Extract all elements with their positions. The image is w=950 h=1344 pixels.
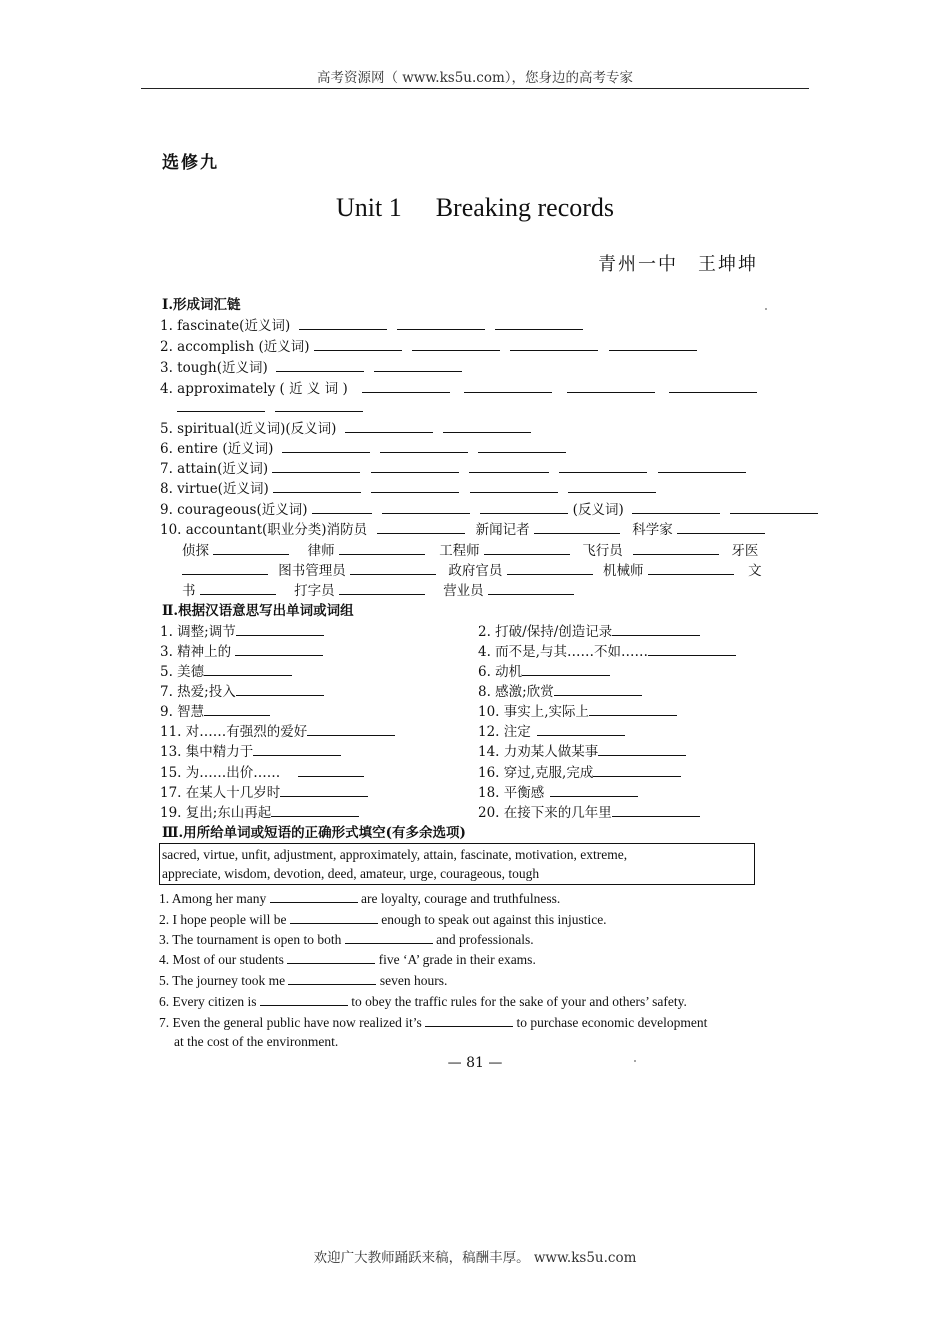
answer-blank [425, 1014, 513, 1027]
answer-blank [648, 643, 736, 656]
answer-blank [288, 972, 376, 985]
part2-item: 8. 感激;欣赏 [478, 680, 642, 700]
part1-item-8: 8. virtue(近义词) [160, 477, 656, 497]
answer-blank [633, 542, 719, 555]
part2-item: 2. 打破/保持/创造记录 [478, 620, 700, 640]
answer-blank [507, 562, 593, 575]
answer-blank [480, 501, 568, 514]
part1-item-10-row4: 书 打字员 营业员 [182, 579, 574, 599]
part2-item: 20. 在接下来的几年里 [478, 801, 700, 821]
part1-item-4-cont [177, 399, 363, 416]
answer-blank [182, 562, 268, 575]
answer-blank [632, 501, 720, 514]
answer-blank [522, 663, 610, 676]
answer-blank [235, 643, 323, 656]
answer-blank [669, 380, 757, 393]
answer-blank [371, 460, 459, 473]
answer-blank [568, 480, 656, 493]
answer-blank [273, 480, 361, 493]
answer-blank [275, 399, 363, 412]
part2-item: 15. 为……出价…… [160, 761, 364, 781]
author-school: 青州一中 [598, 254, 678, 275]
answer-blank [253, 743, 341, 756]
part1-item-10-row3: 图书管理员 政府官员 机械师 文 [182, 559, 762, 579]
sentence-3: 3. The tournament is open to both and professionals. [159, 932, 534, 947]
page-footer: 欢迎广大教师踊跃来稿，稿酬丰厚。 www.ks5u.com [313, 1250, 637, 1266]
answer-blank [730, 501, 818, 514]
part1-item-2: 2. accomplish (近义词) [160, 335, 697, 355]
part2-item: 17. 在某人十几岁时 [160, 781, 368, 801]
answer-blank [345, 931, 433, 944]
answer-blank [478, 440, 566, 453]
answer-blank [314, 338, 402, 351]
part2-item: 19. 复出;东山再起 [160, 801, 359, 821]
answer-blank [204, 663, 292, 676]
answer-blank [236, 683, 324, 696]
answer-blank [609, 338, 697, 351]
answer-blank [469, 460, 549, 473]
answer-blank [380, 440, 468, 453]
word-bank-box [159, 843, 755, 885]
answer-blank [484, 542, 570, 555]
part2-item: 6. 动机 [478, 660, 610, 680]
answer-blank [312, 501, 372, 514]
part3-heading: Ⅲ.用所给单词或短语的正确形式填空(有多余选项) [162, 825, 466, 841]
answer-blank [282, 440, 370, 453]
part2-item: 13. 集中精力于 [160, 740, 341, 760]
part2-item: 10. 事实上,实际上 [478, 700, 677, 720]
answer-blank [339, 582, 425, 595]
part1-item-7: 7. attain(近义词) [160, 457, 746, 477]
sentence-7: 7. Even the general public have now realized it’s to purchase economic development [159, 1015, 708, 1030]
answer-blank [593, 764, 681, 777]
answer-blank [276, 359, 364, 372]
part1-item-10: 10. accountant(职业分类)消防员 新闻记者 科学家 [160, 518, 765, 538]
answer-blank [382, 501, 470, 514]
author-line [598, 250, 758, 276]
answer-blank [204, 703, 270, 716]
answer-blank [298, 764, 364, 777]
part2-item: 18. 平衡感 [478, 781, 638, 801]
answer-blank [612, 623, 700, 636]
sentence-5: 5. The journey took me seven hours. [159, 973, 448, 988]
answer-blank [537, 723, 625, 736]
answer-blank [559, 460, 647, 473]
answer-blank [677, 521, 765, 534]
part2-item: 16. 穿过,克服,完成 [478, 761, 681, 781]
answer-blank [270, 890, 358, 903]
part2-item: 14. 力劝某人做某事 [478, 740, 686, 760]
answer-blank [299, 317, 387, 330]
part2-item: 12. 注定 [478, 720, 625, 740]
sentence-1: 1. Among her many are loyalty, courage and truthfulness. [159, 891, 561, 906]
answer-blank [371, 480, 459, 493]
scan-speck [634, 1060, 636, 1062]
answer-blank [658, 460, 746, 473]
answer-blank [598, 743, 686, 756]
answer-blank [589, 703, 677, 716]
answer-blank [567, 380, 655, 393]
part1-item-9: 9. courageous(近义词) (反义词) [160, 498, 818, 518]
answer-blank [260, 993, 348, 1006]
answer-blank [534, 521, 620, 534]
author-name: 王坤坤 [698, 254, 758, 275]
answer-blank [350, 562, 436, 575]
sentence-4: 4. Most of our students five ‘A’ grade in their exams. [159, 952, 536, 967]
answer-blank [554, 683, 642, 696]
answer-blank [236, 623, 324, 636]
answer-blank [177, 399, 265, 412]
section-label: 选修九 [162, 153, 219, 173]
answer-blank [339, 542, 425, 555]
answer-blank [307, 723, 395, 736]
sentence-7-cont: at the cost of the environment. [174, 1034, 339, 1049]
answer-blank [443, 420, 531, 433]
answer-blank [550, 784, 638, 797]
answer-blank [464, 380, 552, 393]
part2-item: 1. 调整;调节 [160, 620, 324, 640]
part1-item-4: 4. approximately ( 近 义 词 ) [160, 377, 757, 397]
answer-blank [271, 804, 359, 817]
sentence-6: 6. Every citizen is to obey the traffic rules for the sake of your and others’ safety. [159, 994, 687, 1009]
answer-blank [397, 317, 485, 330]
part2-item: 3. 精神上的 [160, 640, 323, 660]
sentence-2: 2. I hope people will be enough to speak out against this injustice. [159, 912, 607, 927]
part2-item: 5. 美德 [160, 660, 292, 680]
answer-blank [290, 911, 378, 924]
title-unit: Unit 1 [335, 193, 402, 222]
answer-blank [470, 480, 558, 493]
part1-item-10-row2: 侦探 律师 工程师 飞行员 牙医 [182, 543, 759, 559]
answer-blank [495, 317, 583, 330]
page-title [0, 193, 950, 223]
part2-heading: Ⅱ.根据汉语意思写出单词或词组 [162, 603, 354, 619]
title-name: Breaking records [435, 193, 615, 222]
answer-blank [412, 338, 500, 351]
answer-blank [612, 804, 700, 817]
scan-speck [765, 308, 767, 310]
part2-item: 7. 热爱;投入 [160, 680, 324, 700]
answer-blank [648, 562, 734, 575]
answer-blank [345, 420, 433, 433]
answer-blank [362, 380, 450, 393]
header-rule [141, 88, 809, 89]
answer-blank [374, 359, 462, 372]
answer-blank [377, 521, 465, 534]
part1-item-3: 3. tough(近义词) [160, 356, 462, 376]
page-number: — 81 — [447, 1055, 503, 1071]
word-bank-line-1: sacred, virtue, unfit, adjustment, approximately, attain, fascinate, motivation, extreme, [162, 847, 628, 862]
part1-item-6: 6. entire (近义词) [160, 437, 566, 457]
answer-blank [280, 784, 368, 797]
answer-blank [510, 338, 598, 351]
word-bank-line-2: appreciate, wisdom, devotion, deed, amateur, urge, courageous, tough [162, 866, 540, 881]
part2-item: 9. 智慧 [160, 700, 270, 720]
answer-blank [200, 582, 276, 595]
answer-blank [213, 542, 289, 555]
answer-blank [488, 582, 574, 595]
part1-item-5: 5. spiritual(近义词)(反义词) [160, 417, 531, 437]
page-header: 高考资源网（ www.ks5u.com），您身边的高考专家 [316, 70, 634, 86]
answer-blank [272, 460, 360, 473]
answer-blank [287, 951, 375, 964]
part1-item-1: 1. fascinate(近义词) [160, 314, 583, 334]
part1-heading: Ⅰ.形成词汇链 [162, 297, 241, 313]
part2-item: 4. 而不是,与其……不如…… [478, 640, 736, 660]
part2-item: 11. 对……有强烈的爱好 [160, 720, 395, 740]
